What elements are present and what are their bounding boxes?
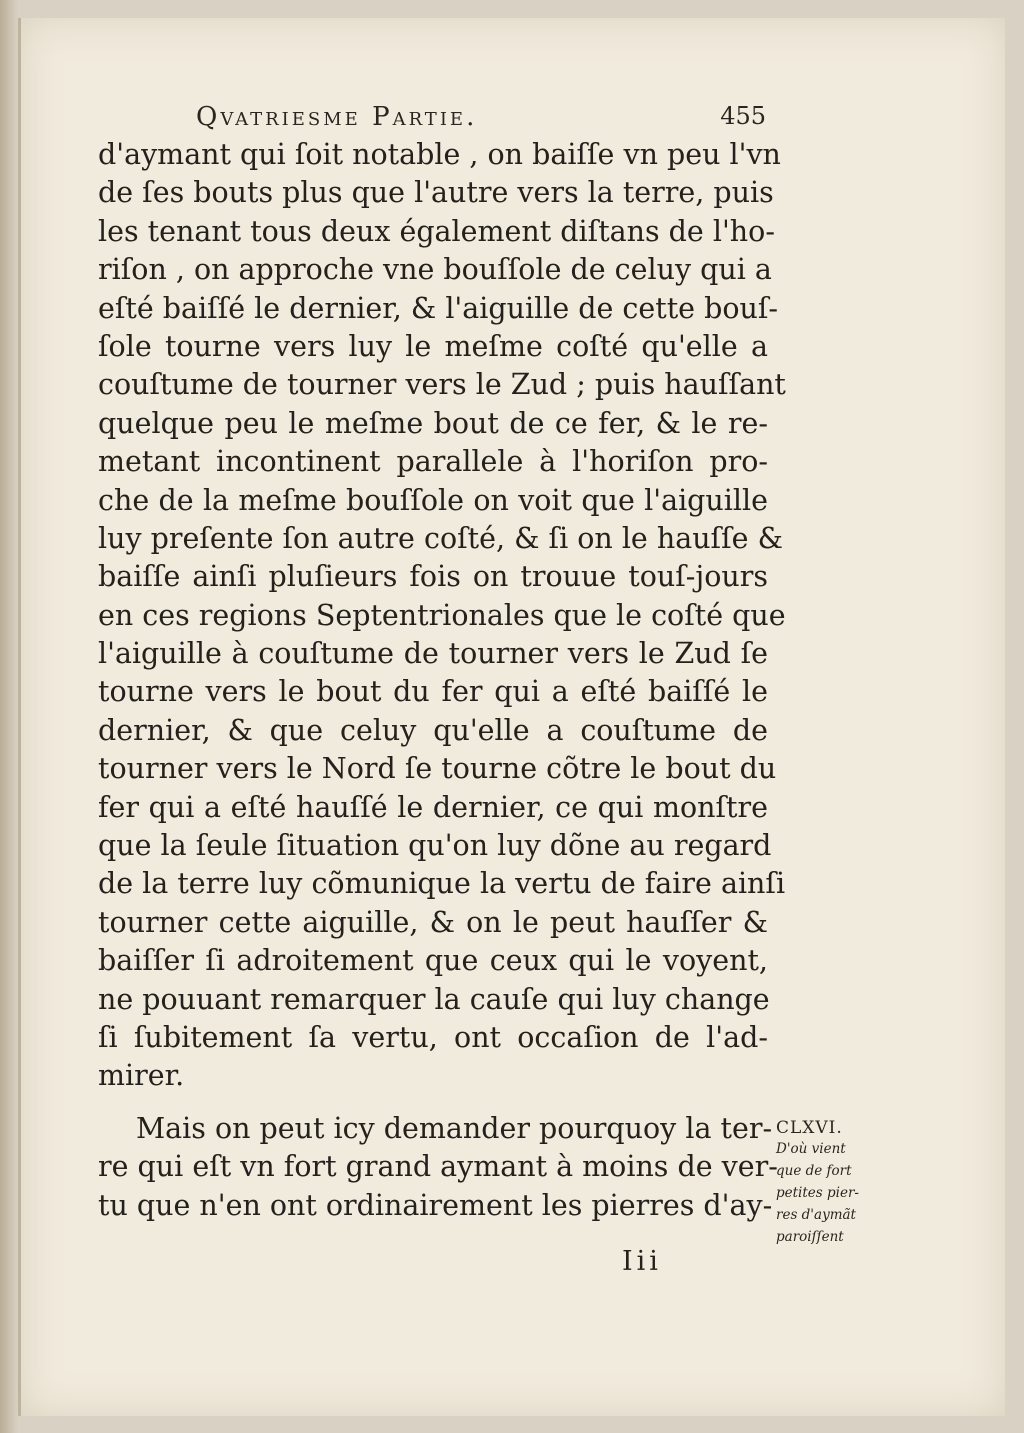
text-line: tourne vers le bout du fer qui a eſté baiſſé le [98, 675, 768, 709]
text-line: tu que n'en ont ordinairement les pierres d'ay- [98, 1188, 773, 1222]
margin-note [776, 1118, 891, 1248]
paragraph-2 [98, 1110, 778, 1225]
text-line: dernier, & que celuy qu'elle a couſtume de [98, 713, 768, 747]
margin-note-line: D'où vient [776, 1141, 846, 1157]
text-line: tourner cette aiguille, & on le peut hauſſer & [98, 905, 768, 939]
text-line: de ſes bouts plus que l'autre vers la terre, puis [98, 176, 774, 210]
margin-note-line: que de fort [776, 1163, 852, 1179]
text-line: les tenant tous deux également diſtans de l'ho- [98, 214, 775, 248]
text-line: ſole tourne vers luy le meſme coſté qu'elle a [98, 329, 768, 363]
text-line: mirer. [98, 1059, 185, 1093]
paragraph-gap [98, 1096, 768, 1110]
text-line: che de la meſme bouſſole on voit que l'aiguille [98, 483, 768, 517]
text-line: l'aiguille à couſtume de tourner vers le Zud ſe [98, 637, 768, 671]
margin-note-line: res d'aymãt [776, 1207, 856, 1223]
text-line: en ces regions Septentrionales que le coſté que [98, 598, 786, 632]
text-line: baiſſe ainſi pluſieurs fois on trouue touſ-jours [98, 560, 768, 594]
margin-note-line: petites pier- [776, 1185, 859, 1201]
paragraph-1 [98, 136, 786, 1096]
text-line: ſi ſubitement ſa vertu, ont occaſion de l'ad- [98, 1020, 768, 1054]
text-line: Mais on peut icy demander pourquoy la ter- [136, 1111, 773, 1145]
page-number: 455 [720, 102, 766, 130]
text-line: d'aymant qui ſoit notable , on baiſſe vn peu l'vn [98, 138, 781, 171]
text-line: de la terre luy cõmunique la vertu de faire ainſi [98, 867, 786, 901]
text-line: quelque peu le meſme bout de ce fer, & le re- [98, 406, 768, 440]
text-line: re qui eſt vn fort grand aymant à moins de ver- [98, 1150, 778, 1184]
text-line: que la ſeule ſituation qu'on luy dõne au regard [98, 829, 772, 863]
binding-gutter [0, 0, 18, 1433]
text-line: tourner vers le Nord ſe tourne cõtre le bout du [98, 752, 777, 786]
text-line: luy preſente ſon autre coſté, & ſi on le hauſſe & [98, 521, 783, 555]
running-head: Qvatriesme Partie. [196, 102, 478, 132]
signature-mark: Iii [622, 1246, 662, 1277]
text-line: fer qui a eſté hauſſé le dernier, ce qui monſtre [98, 790, 768, 824]
text-line: metant incontinent parallele à l'horiſon pro- [98, 445, 768, 479]
margin-note-line: paroiſſent [776, 1229, 844, 1245]
body-text [98, 136, 786, 1225]
margin-note-number: CLXVI. [776, 1118, 843, 1138]
text-line: eſté baiſſé le dernier, & l'aiguille de cette bouſ- [98, 291, 779, 325]
text-line: baiſſer ſi adroitement que ceux qui le voyent, [98, 944, 768, 978]
text-line: ne pouuant remarquer la cauſe qui luy change [98, 982, 770, 1016]
text-line: couſtume de tourner vers le Zud ; puis hauſſant [98, 368, 786, 402]
text-line: riſon , on approche vne bouſſole de celuy qui a [98, 253, 772, 287]
